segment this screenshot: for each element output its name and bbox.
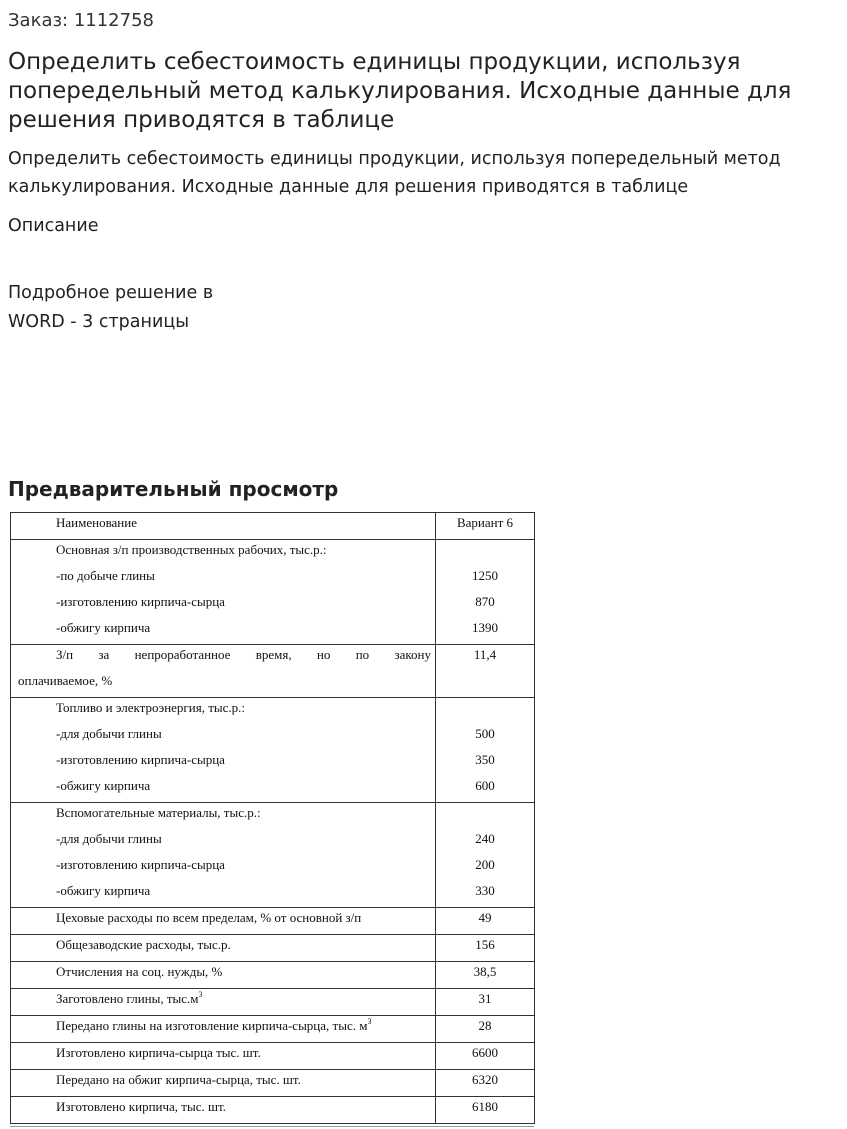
table-row-raw-transfer [11,1070,535,1097]
row-value: 31 [478,991,492,1006]
row-label: Изготовлено кирпича, тыс. шт. [56,1099,226,1114]
preview-heading: Предварительный просмотр [8,477,339,501]
table-header-row [11,513,535,540]
row-label: -изготовлению кирпича-сырца [56,857,225,872]
row-value: 1390 [472,620,498,635]
row-value: 200 [475,857,495,872]
document-preview [10,512,534,1129]
row-label: Заготовлено глины, $тыс.м^3$ [56,990,203,1006]
table-row-bricks [11,1097,535,1124]
row-value: 870 [475,594,495,609]
row-value: 6180 [472,1099,498,1114]
row-label: Топливо и электроэнергия, тыс.р.: [56,700,245,715]
row-value: 350 [475,752,495,767]
row-label: Основная з/п производственных рабочих, тыс.р.: [56,542,327,557]
row-label: -обжигу кирпича [56,883,151,898]
row-label: Передано глины на изготовление кирпича-сырца, тыс. $м^3$ [56,1017,372,1033]
row-value: 6600 [472,1045,498,1060]
row-label: оплачиваемое, % [18,673,113,688]
row-value: 11,4 [473,647,497,662]
row-value: 28 [478,1018,492,1033]
row-label: Передано на обжиг кирпича-сырца, тыс. шт. [56,1072,301,1087]
table-row-raw-bricks [11,1043,535,1070]
table-row-general-costs [11,935,535,962]
row-value: 330 [475,883,495,898]
task-summary: Определить себестоимость единицы продукции, используя попередельный метод калькулирования. Исходные данные для решения приводятся в таблице [8,149,781,197]
description-line-1: Подробное решение в [8,283,214,303]
row-label: -для добычи глины [56,726,162,741]
row-label: Общезаводские расходы, тыс.р. [56,937,231,952]
row-value: 600 [475,778,495,793]
row-label: -изготовлению кирпича-сырца [56,594,225,609]
source-data-table [10,512,535,1124]
row-label: -по добыче глины [56,568,155,583]
description-text [8,279,268,337]
description-line-2: WORD - 3 страницы [8,312,190,332]
table-row-salary [11,540,535,645]
row-value: 49 [478,910,492,925]
row-label: -обжигу кирпича [56,620,151,635]
row-value: 6320 [472,1072,498,1087]
row-label: -для добычи глины [56,831,162,846]
row-value: 38,5 [473,964,497,979]
row-label: -обжигу кирпича [56,778,151,793]
table-row-unworked-pay [11,645,535,698]
row-value: 500 [475,726,495,741]
table-row-clay-transfer [11,1016,535,1043]
description-label: Описание [8,216,99,236]
row-label: Вспомогательные материалы, тыс.р.: [56,805,261,820]
row-value: 1250 [472,568,498,583]
page-title: Определить себестоимость единицы продукции, используя попередельный метод калькулирования. Исходные данные для решения приводятся в таблице [8,49,792,133]
row-label: Отчисления на соц. нужды, % [56,964,223,979]
table-row-clay [11,989,535,1016]
table-row-shop-costs [11,908,535,935]
row-label: Цеховые расходы по всем пределам, % от основной з/п [56,910,362,925]
header-name: Наименование [56,515,137,530]
order-number: Заказ: 1112758 [8,10,154,31]
row-label: Изготовлено кирпича-сырца тыс. шт. [56,1045,261,1060]
table-row-materials [11,803,535,908]
row-label: -изготовлению кирпича-сырца [56,752,225,767]
row-value: 240 [475,831,495,846]
table-row-social [11,962,535,989]
header-variant: Вариант 6 [456,515,514,530]
table-row-fuel [11,698,535,803]
row-label-justified: З/п за непроработанное время, но по закону [56,647,431,662]
row-value: 156 [475,937,495,952]
